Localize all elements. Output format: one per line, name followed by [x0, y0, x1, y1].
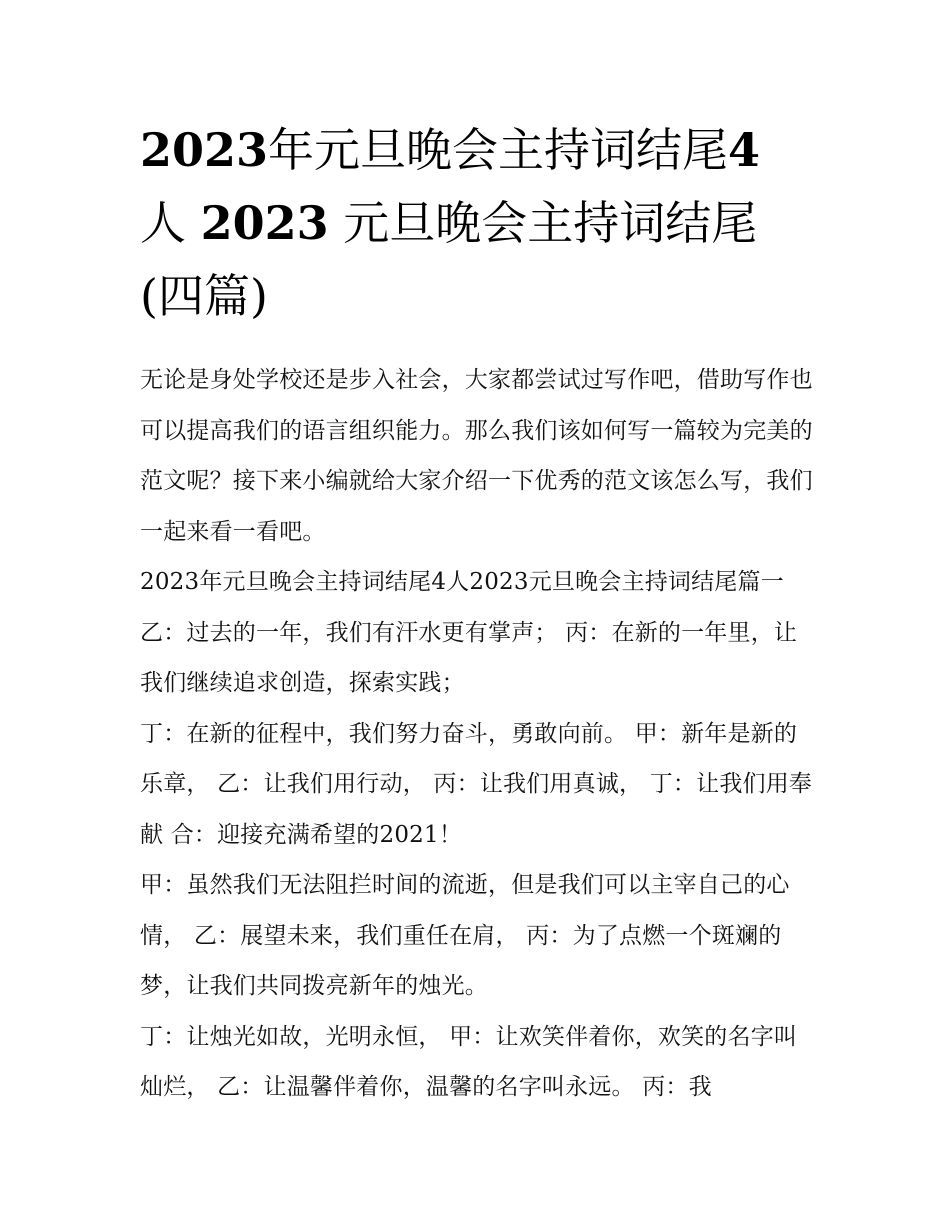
intro-paragraph: 无论是身处学校还是步入社会，大家都尝试过写作吧，借助写作也可以提高我们的语言组织能力。那么我们该如何写一篇较为完美的范文呢？接下来小编就给大家介绍一下优秀的范文该怎么写，我们一起来看一看吧。 — [140, 367, 813, 545]
body-paragraph: 甲：虽然我们无法阻拦时间的流逝，但是我们可以主宰自己的心情， 乙：展望未来，我们重任在肩， 丙：为了点燃一个斑斓的梦，让我们共同拨亮新年的烛光。 — [140, 872, 790, 999]
body-paragraph: 丁：让烛光如故，光明永恒， 甲：让欢笑伴着你，欢笑的名字叫灿烂， 乙：让温馨伴着你，温馨的名字叫永远。 丙：我 — [140, 1023, 798, 1100]
title-text-person: 人 — [140, 196, 186, 250]
document-title — [140, 114, 820, 333]
document-body — [140, 355, 820, 1113]
body-paragraph: 丁：在新的征程中，我们努力奋斗，勇敢向前。 甲：新年是新的乐章， 乙：让我们用行动， 丙：让我们用真诚， 丁：让我们用奉献 合：迎接充满希望的2021！ — [140, 720, 813, 848]
title-year-second: 2023 — [200, 196, 329, 250]
title-count: 4 — [728, 123, 761, 177]
title-text: 年元旦晚会主持词结尾 — [268, 123, 729, 177]
body-paragraph: 2023年元旦晚会主持词结尾4人2023元旦晚会主持词结尾篇一 乙：过去的一年，我们有汗水更有掌声； 丙：在新的一年里，让我们继续追求创造，探索实践； — [140, 569, 798, 696]
title-text-end: 元旦晚会主持词结尾(四篇) — [140, 196, 758, 323]
title-year: 2023 — [140, 123, 269, 177]
